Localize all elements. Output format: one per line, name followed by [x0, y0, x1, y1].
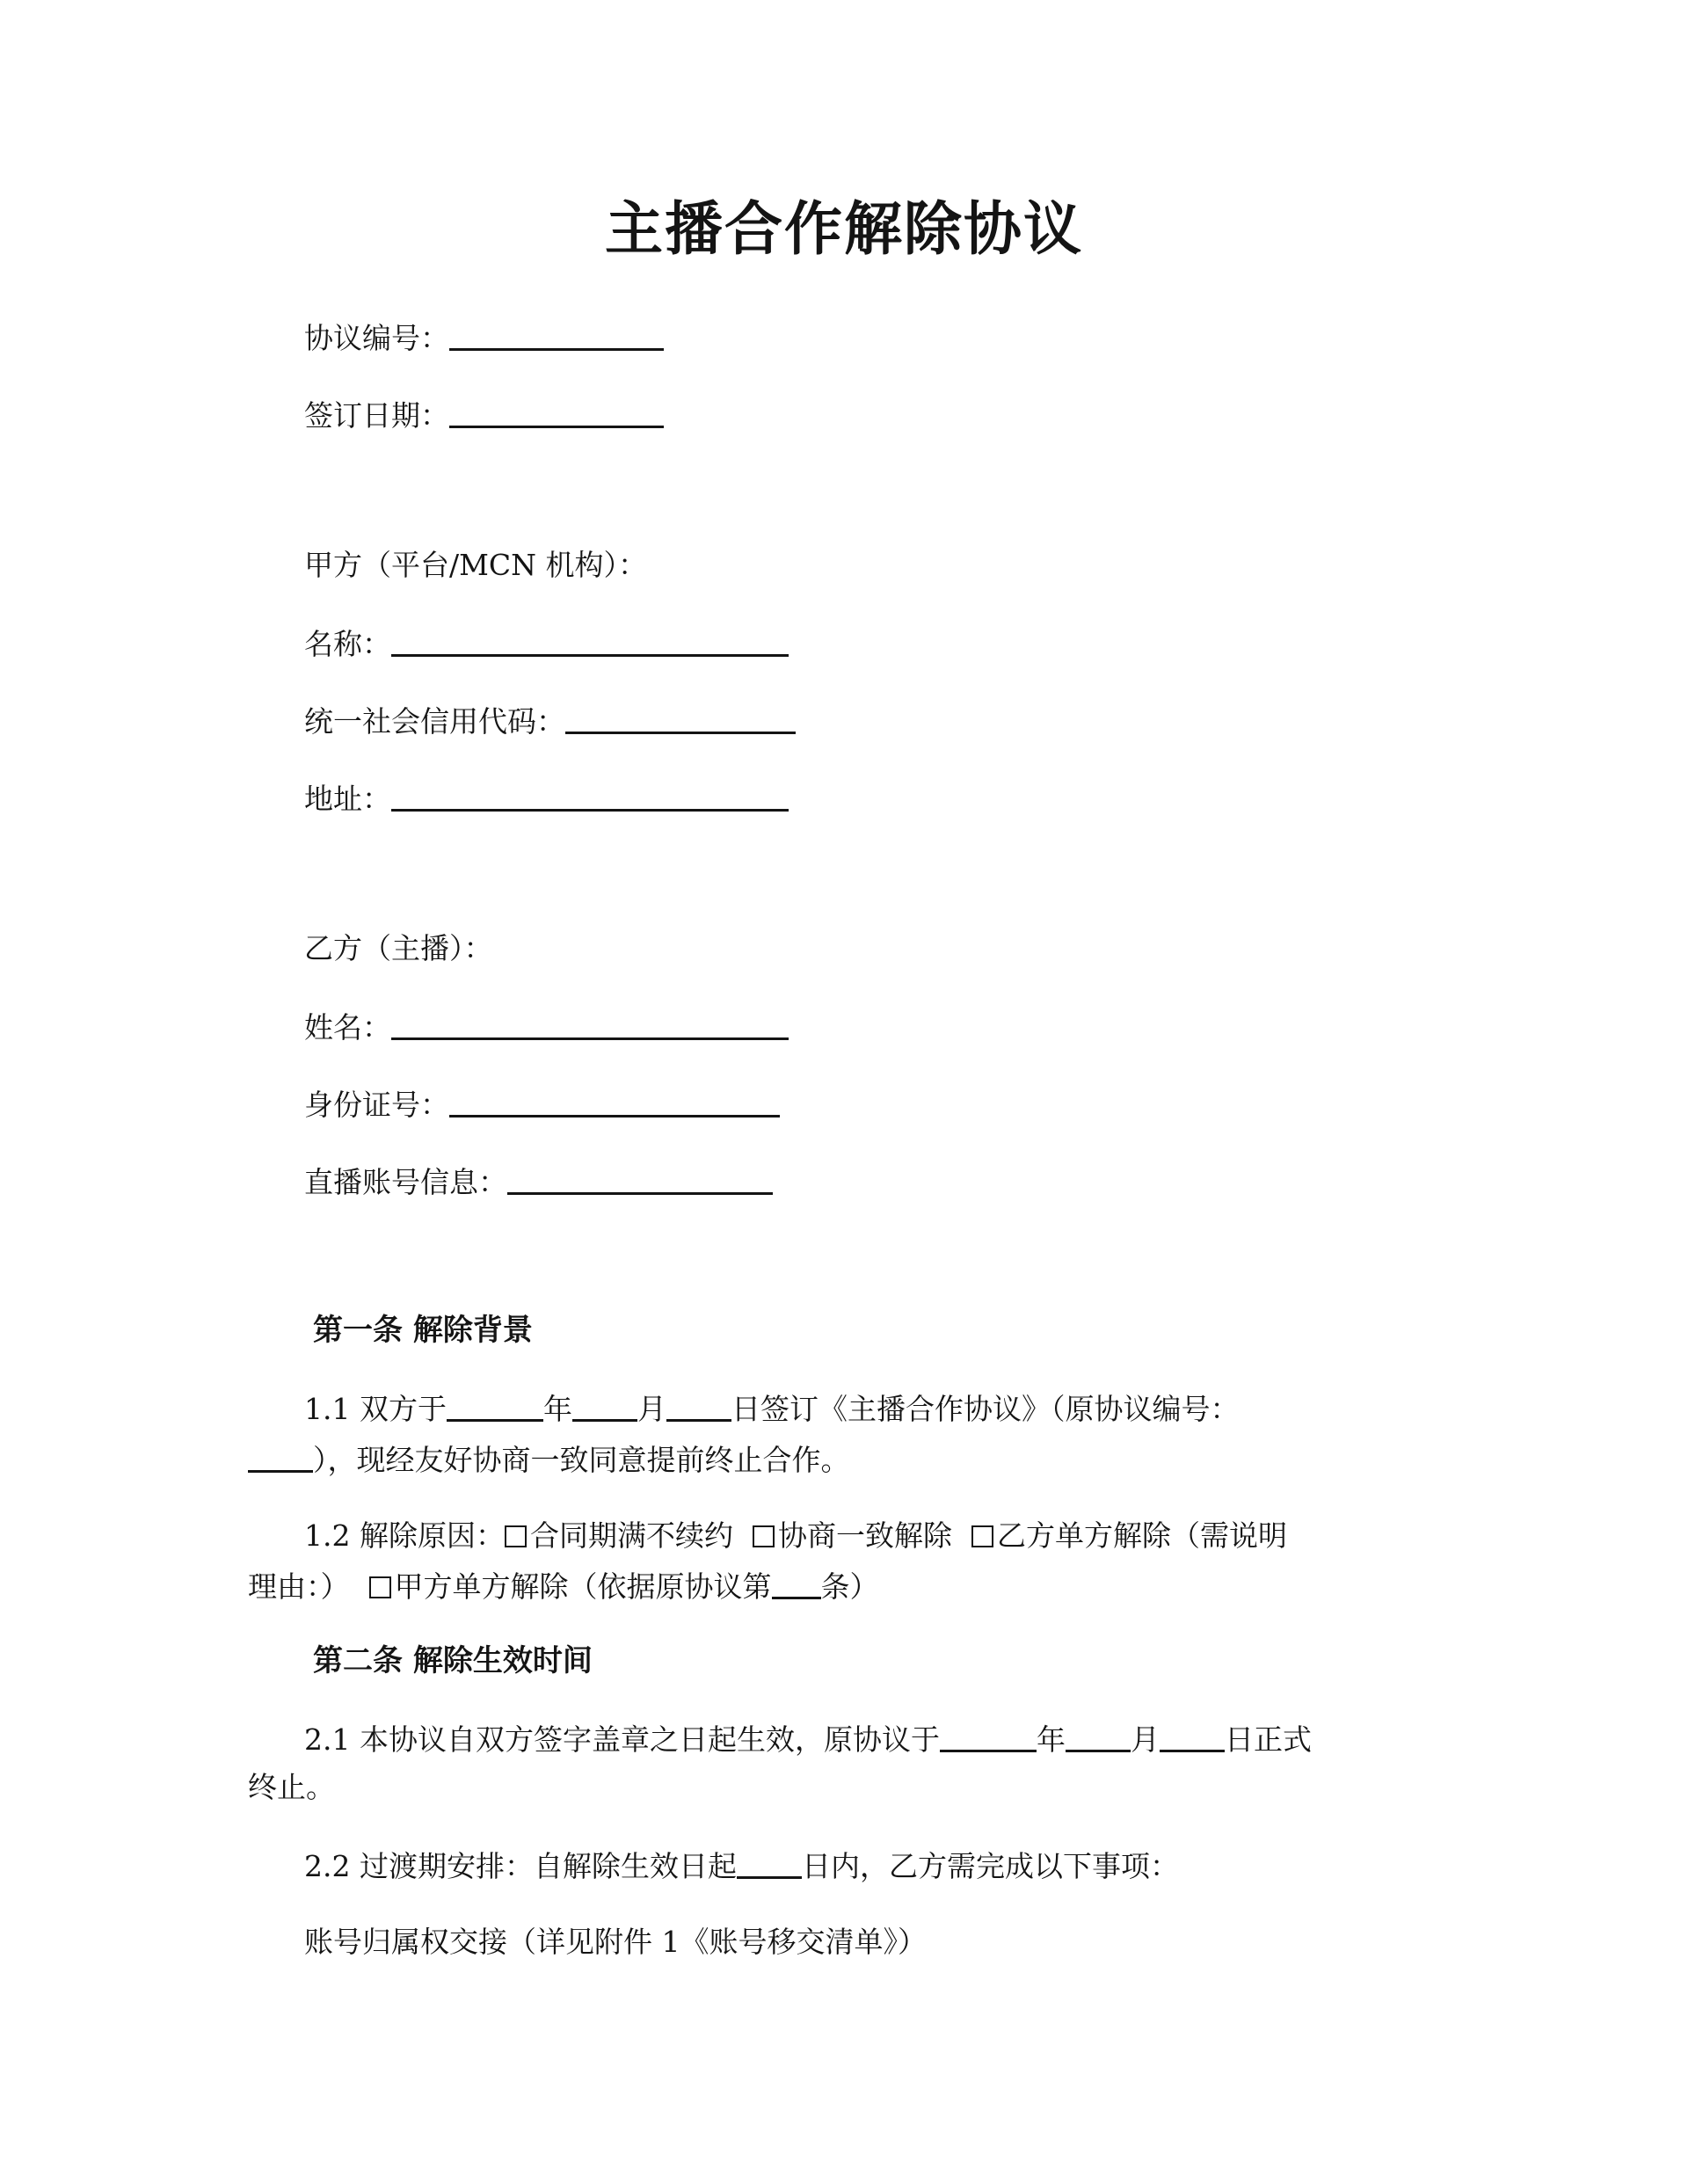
clause-1-1: [304, 1392, 1240, 1426]
clause-2-1-year-text: 年: [1036, 1722, 1066, 1757]
clause-1-1-month-input[interactable]: [572, 1393, 637, 1422]
clause-2-1-day-input[interactable]: [1160, 1723, 1225, 1752]
party-b-heading: 乙方（主播）：: [304, 931, 493, 965]
clause-1-2-prefix: 1.2 解除原因：: [304, 1518, 505, 1553]
party-a-credit-code-field: [304, 704, 796, 739]
clause-2-2-suffix: 日内，乙方需完成以下事项：: [801, 1849, 1179, 1883]
sign-date-field: [304, 398, 664, 433]
clause-1-1-line2: [248, 1443, 850, 1477]
party-a-name-field: [304, 628, 789, 659]
clause-2-1-month-input[interactable]: [1066, 1723, 1131, 1752]
original-agreement-number-input[interactable]: [248, 1444, 313, 1473]
agreement-number-field: [304, 322, 664, 353]
article1-heading: 第一条 解除背景: [313, 1313, 533, 1348]
reason-checkbox-2[interactable]: [753, 1525, 775, 1547]
party-a-heading: 甲方（平台/MCN 机构）：: [304, 548, 648, 582]
party-b-id-label: 身份证号：: [304, 1088, 449, 1122]
clause-2-1-month-text: 月: [1130, 1722, 1160, 1757]
sign-date-input[interactable]: [449, 399, 664, 428]
party-b-name-input[interactable]: [391, 1011, 789, 1040]
clause-1-1-year-input[interactable]: [447, 1393, 543, 1422]
party-b-id-input[interactable]: [449, 1088, 780, 1117]
clause-2-1-prefix: 2.1 本协议自双方签字盖章之日起生效，原协议于: [304, 1722, 940, 1757]
clause-1-1-day-input[interactable]: [666, 1393, 731, 1422]
reason-option-1: 合同期满不续约: [529, 1518, 733, 1553]
clause-2-1-year-input[interactable]: [940, 1723, 1037, 1752]
party-b-name-field: [304, 1010, 789, 1045]
reason-option-4-suffix: 条）: [820, 1569, 879, 1604]
reason-checkbox-4[interactable]: [369, 1576, 391, 1598]
clause-1-1-line2-text: ），现经友好协商一致同意提前终止合作。: [313, 1443, 850, 1477]
clause-1-1-prefix: 1.1 双方于: [304, 1392, 447, 1426]
agreement-number-input[interactable]: [449, 322, 664, 351]
clause-1-2: [304, 1518, 1287, 1553]
reason-checkbox-3[interactable]: [971, 1525, 993, 1547]
party-a-credit-code-input[interactable]: [565, 705, 796, 734]
clause-1-2-line2-start: 理由：）: [248, 1569, 350, 1604]
party-b-account-field: [304, 1166, 773, 1197]
original-clause-number-input[interactable]: [772, 1570, 821, 1599]
party-a-name-input[interactable]: [391, 628, 789, 657]
party-a-name-label: 名称：: [304, 627, 391, 661]
party-a-address-input[interactable]: [391, 783, 789, 812]
reason-option-3: 乙方单方解除（需说明: [996, 1518, 1287, 1553]
clause-2-2-prefix: 2.2 过渡期安排：自解除生效日起: [304, 1849, 737, 1883]
agreement-number-label: 协议编号：: [304, 321, 449, 355]
clause-2-2: [304, 1850, 1179, 1881]
reason-checkbox-1[interactable]: [505, 1525, 527, 1547]
clause-1-1-month-text: 月: [637, 1392, 666, 1426]
party-b-account-input[interactable]: [507, 1166, 773, 1195]
reason-option-4-prefix: 甲方单方解除（依据原协议第: [394, 1569, 772, 1604]
party-b-account-label: 直播账号信息：: [304, 1165, 507, 1199]
party-b-name-label: 姓名：: [304, 1010, 391, 1045]
article2-heading: 第二条 解除生效时间: [313, 1643, 593, 1678]
transition-days-input[interactable]: [737, 1850, 802, 1879]
reason-option-2: 协商一致解除: [777, 1518, 952, 1553]
clause-2-1: [304, 1722, 1312, 1757]
sign-date-label: 签订日期：: [304, 398, 449, 433]
party-a-address-field: [304, 782, 789, 816]
clause-2-1-line2: 终止。: [248, 1770, 335, 1804]
party-a-address-label: 地址：: [304, 782, 391, 816]
clause-1-1-day-text: 日签订《主播合作协议》（原协议编号：: [731, 1392, 1240, 1426]
clause-1-2-line2: [248, 1569, 879, 1604]
clause-1-1-year-text: 年: [542, 1392, 572, 1426]
party-a-credit-code-label: 统一社会信用代码：: [304, 704, 565, 739]
party-b-id-field: [304, 1088, 780, 1122]
clause-2-1-day-text: 日正式: [1224, 1722, 1312, 1757]
document-title: 主播合作解除协议: [605, 195, 1083, 263]
transition-item-1: 账号归属权交接（详见附件 1《账号移交清单》）: [304, 1925, 927, 1959]
